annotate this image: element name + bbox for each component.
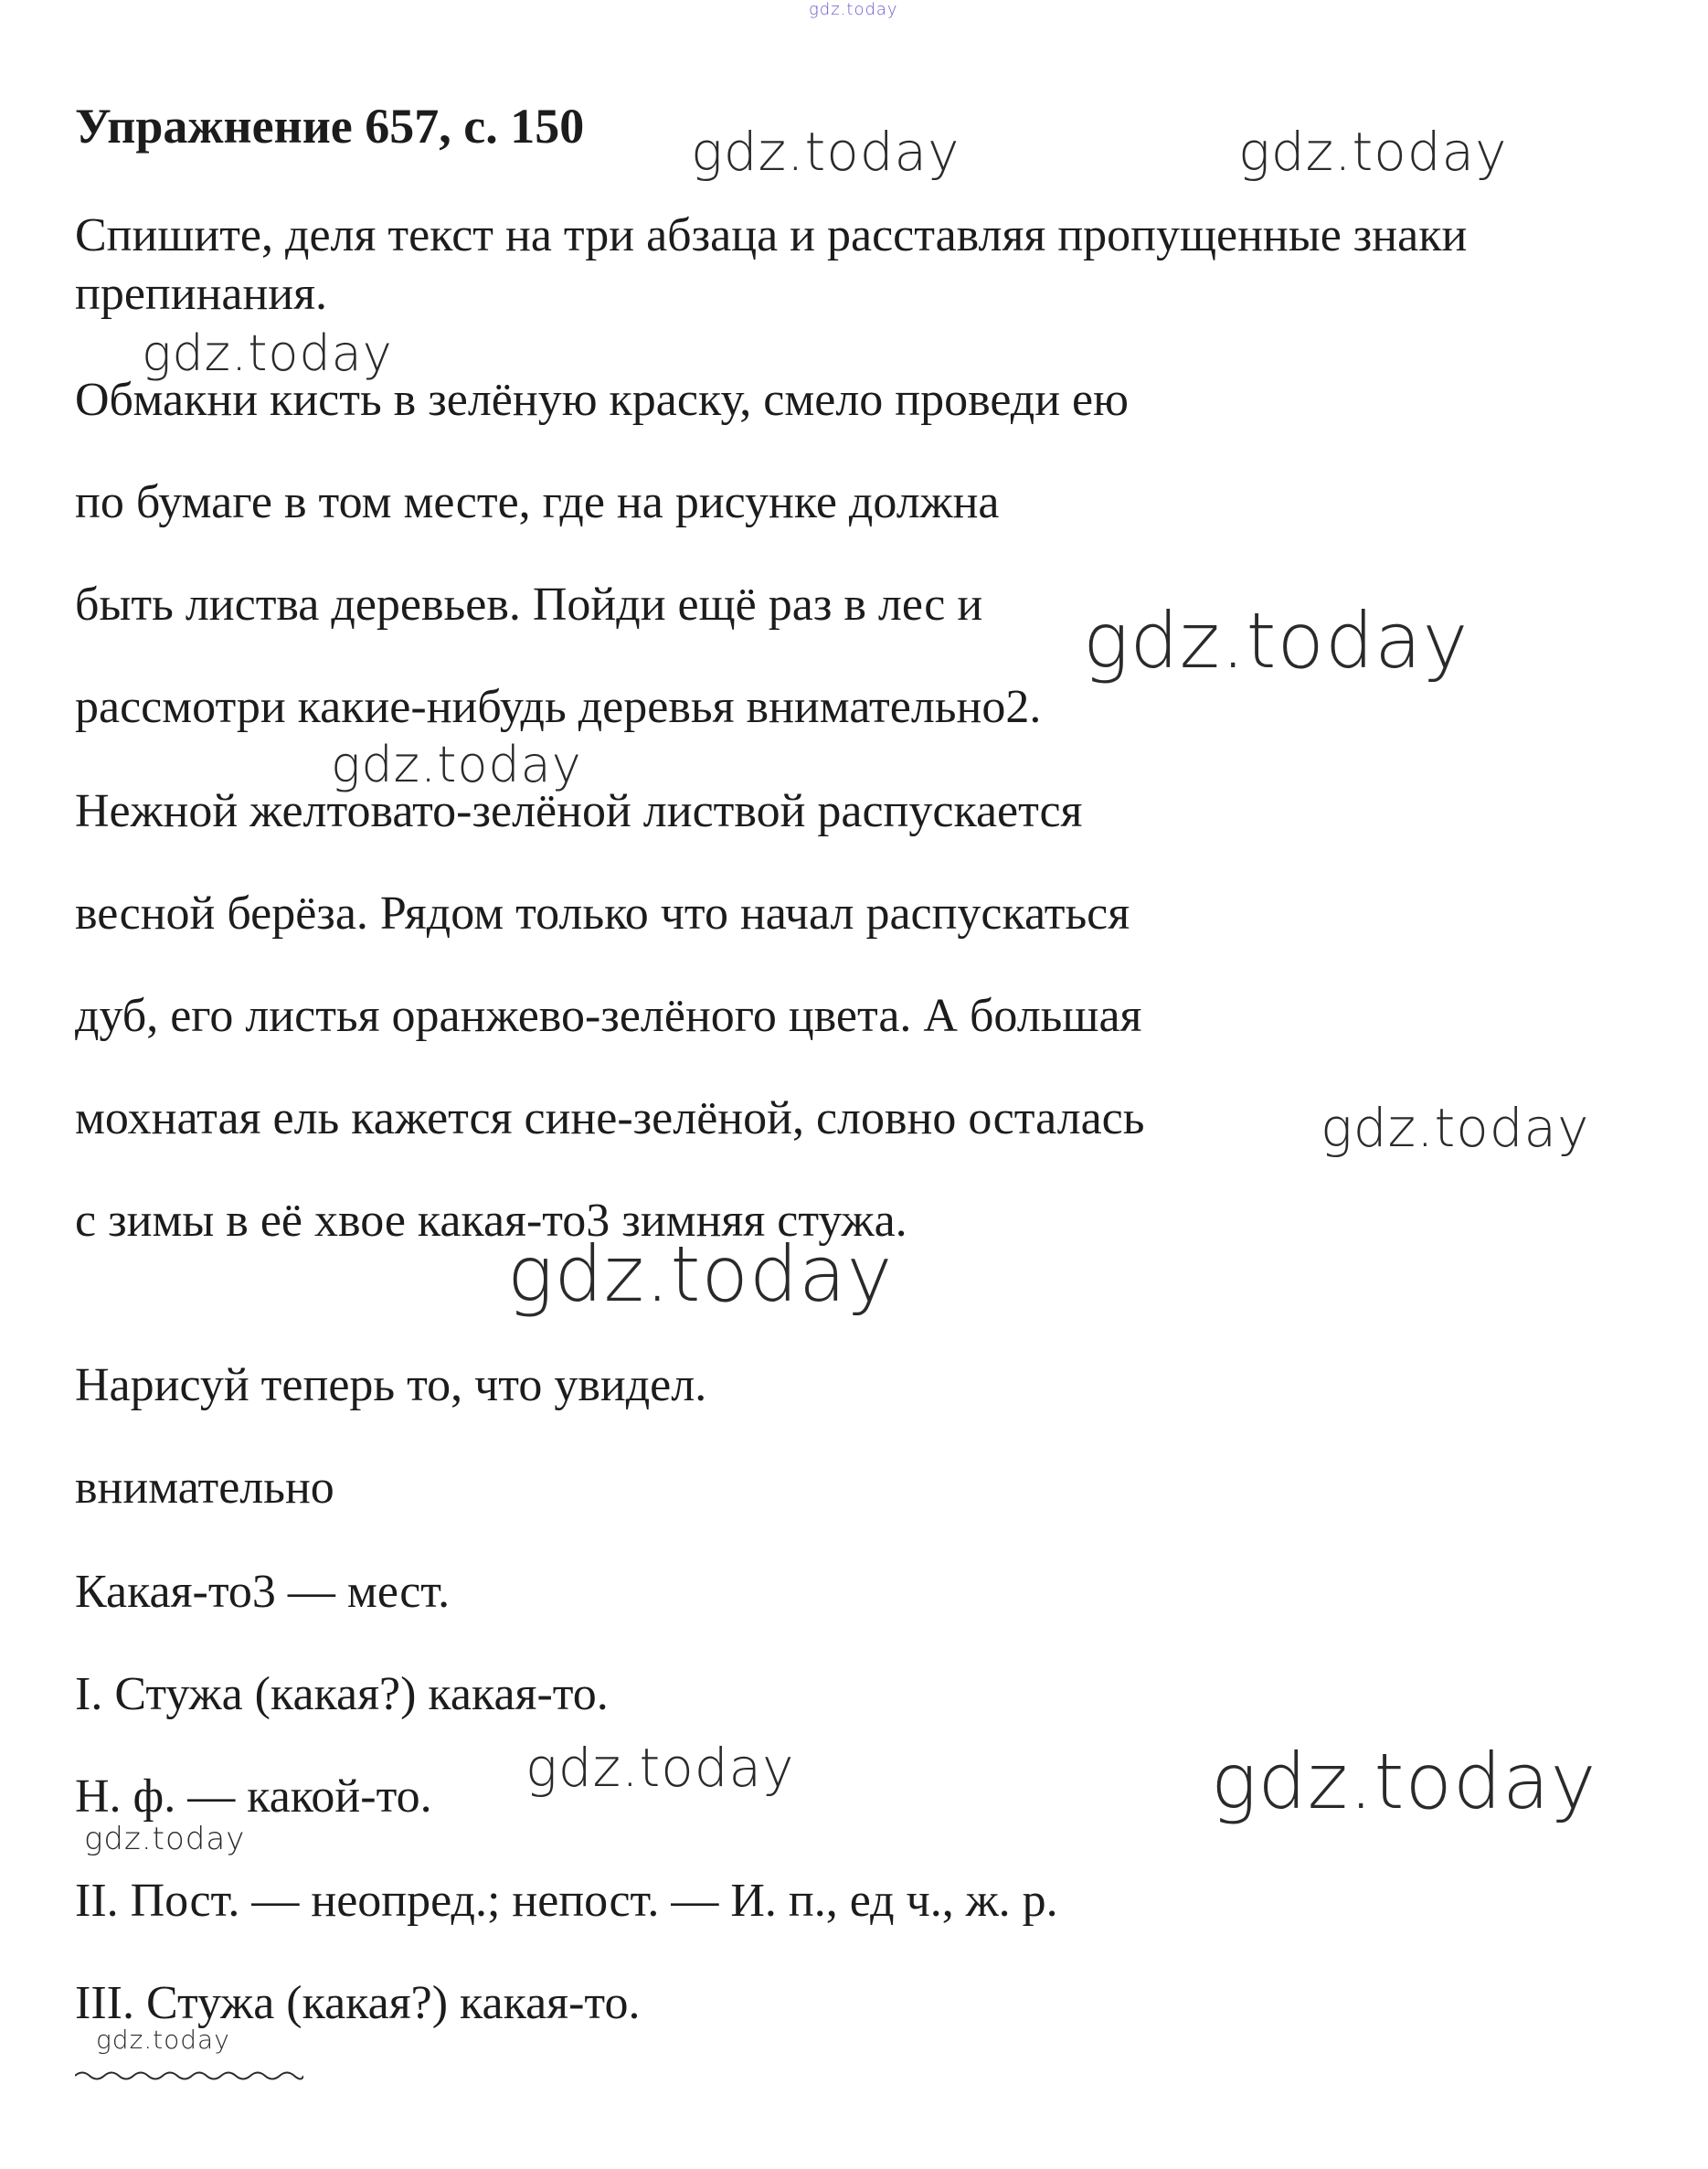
text-line-1: Обмакни кисть в зелёную краску, смело проведи ею	[75, 374, 1129, 426]
task-line-1: Спишите, деля текст на три абзаца и расставляя пропущенные знаки	[75, 209, 1468, 261]
watermark: gdz.today	[84, 1821, 246, 1857]
watermark: gdz.today	[1238, 121, 1508, 183]
analysis-line-2: внимательно	[75, 1462, 334, 1514]
watermark: gdz.today	[331, 736, 582, 793]
text-line-6: весной берёза. Рядом только что начал распускаться	[75, 888, 1130, 940]
watermark: gdz.today	[525, 1737, 795, 1799]
watermark: gdz.today	[507, 1229, 894, 1319]
text-line-2: по бумаге в том месте, где на рисунке должна	[75, 476, 1000, 528]
watermark: gdz.today	[142, 324, 393, 382]
watermark: gdz.today	[1321, 1097, 1590, 1159]
watermark-top: gdz.today	[809, 0, 898, 19]
analysis-line-7: III. Стужа (какая?) какая-то.	[75, 1977, 641, 2029]
text-line-8: мохнатая ель кажется сине-зелёной, словно осталась	[75, 1092, 1145, 1144]
watermark: gdz.today	[691, 121, 960, 183]
text-line-3: быть листва деревьев. Пойди ещё раз в лес и	[75, 579, 983, 631]
text-line-4: рассмотри какие-нибудь деревья внимательно2.	[75, 681, 1042, 733]
analysis-line-3: Какая-то3 — мест.	[75, 1566, 451, 1618]
analysis-line-6: II. Пост. — неопред.; непост. — И. п., ед ч., ж. р.	[75, 1875, 1058, 1927]
text-line-7: дуб, его листья оранжево-зелёного цвета. А большая	[75, 990, 1142, 1042]
watermark: gdz.today	[1083, 596, 1469, 686]
text-line-5: Нежной желтовато-зелёной листвой распускается	[75, 785, 1083, 837]
watermark: gdz.today	[1211, 1737, 1597, 1826]
exercise-title: Упражнение 657, с. 150	[75, 99, 585, 154]
wavy-underline	[75, 2068, 303, 2084]
analysis-line-4: I. Стужа (какая?) какая-то.	[75, 1668, 609, 1720]
text-line-9: с зимы в её хвое какая-то3 зимняя стужа.	[75, 1195, 907, 1247]
analysis-line-1: Нарисуй теперь то, что увидел.	[75, 1359, 707, 1411]
watermark: gdz.today	[96, 2025, 230, 2055]
analysis-line-5: Н. ф. — какой-то.	[75, 1770, 432, 1823]
task-line-2: препинания.	[75, 268, 328, 320]
